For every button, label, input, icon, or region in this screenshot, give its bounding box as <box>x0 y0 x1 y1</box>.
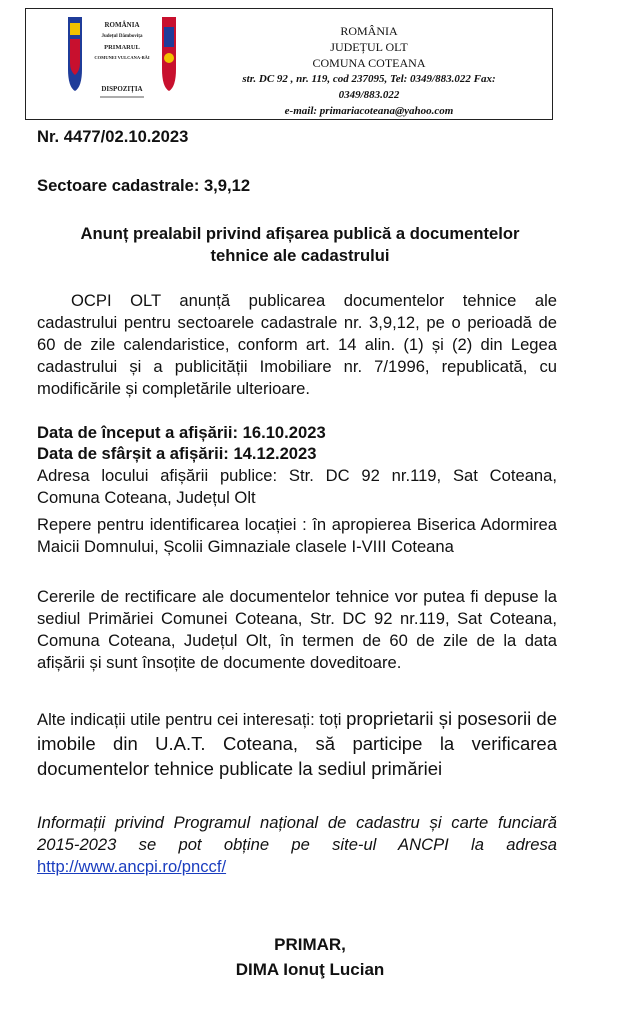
announcement-paragraph: OCPI OLT anunță publicarea documentelor tehnice ale cadastrului pentru sectoarele cadastrale nr. 3,9,12, pe o perioadă de 60 de zile calendaristice, conform art. 14 alin. (1) și (2) din Legea cadastrului și a publicității Imobiliare nr. 7/1996, republicată, cu modificările și completările ulterioare. <box>37 291 557 398</box>
other-indications-prefix: Alte indicații utile pentru cei interesați: toți <box>37 710 342 729</box>
signer-title: PRIMAR, <box>274 935 346 954</box>
location-landmarks: Repere pentru identificarea locației : în apropierea Biserica Adormirea Maicii Domnului, Școlii Gimnaziale clasele I-VIII Coteana <box>37 515 557 556</box>
address-line-1: str. DC 92 , nr. 119, cod 237095, Tel: 0349/883.022 Fax: <box>242 73 496 85</box>
signer-name: DIMA Ionuţ Lucian <box>235 960 385 979</box>
logo-text-4: COMUNEI VULCANA-BĂI <box>94 55 150 60</box>
coat-of-arms-logo <box>62 13 180 111</box>
document-number: Nr. 4477/02.10.2023 <box>37 127 189 146</box>
ancpi-link[interactable]: http://www.ancpi.ro/pnccf/ <box>37 857 227 876</box>
other-indications-emphasis: proprietarii și posesorii de imobile din U.A.T. Coteana, să participe la verificarea documentelor tehnice publicate la sediul primăriei <box>37 708 557 779</box>
country: ROMÂNIA <box>340 24 398 38</box>
email: e-mail: primariacoteana@yahoo.com <box>284 105 454 117</box>
display-address: Adresa locului afișării publice: Str. DC 92 nr.119, Sat Coteana, Comuna Coteana, Județul Olt <box>37 466 557 507</box>
letterhead <box>25 8 553 120</box>
logo-text-2: Județul Dâmbovița <box>101 34 143 39</box>
other-indications <box>37 706 557 781</box>
address-line-2: 0349/883.022 <box>338 89 400 101</box>
document-title <box>30 223 570 267</box>
letterhead-text <box>188 23 550 119</box>
county: JUDEȚUL OLT <box>330 40 408 54</box>
cadastral-sectors: Sectoare cadastrale: 3,9,12 <box>37 176 251 195</box>
title-line-2: tehnice ale cadastrului <box>210 246 390 265</box>
start-date: Data de început a afișării: 16.10.2023 <box>37 423 326 442</box>
logo-text-1: ROMÂNIA <box>104 21 140 29</box>
program-info-text: Informații privind Programul național de cadastru și carte funciară 2015-2023 se pot obține pe site-ul ANCPI la adresa <box>37 813 557 854</box>
commune: COMUNA COTEANA <box>312 56 426 70</box>
rectification-requests: Cererile de rectificare ale documentelor tehnice vor putea fi depuse la sediul Primăriei Comunei Coteana, Str. DC 92 nr.119, Sat Coteana, Comuna Coteana, Județul Olt, în termen de 60 de zile de la data afișării și sunt însoțite de documente doveditoare. <box>37 587 557 672</box>
title-line-1: Anunț prealabil privind afișarea publică a documentelor <box>80 224 520 243</box>
program-info <box>37 812 557 878</box>
end-date: Data de sfârșit a afișării: 14.12.2023 <box>37 444 317 463</box>
logo-text-3: PRIMARUL <box>104 44 140 51</box>
signature-block <box>160 932 460 982</box>
logo-text-5: DISPOZIȚIA <box>101 85 143 93</box>
